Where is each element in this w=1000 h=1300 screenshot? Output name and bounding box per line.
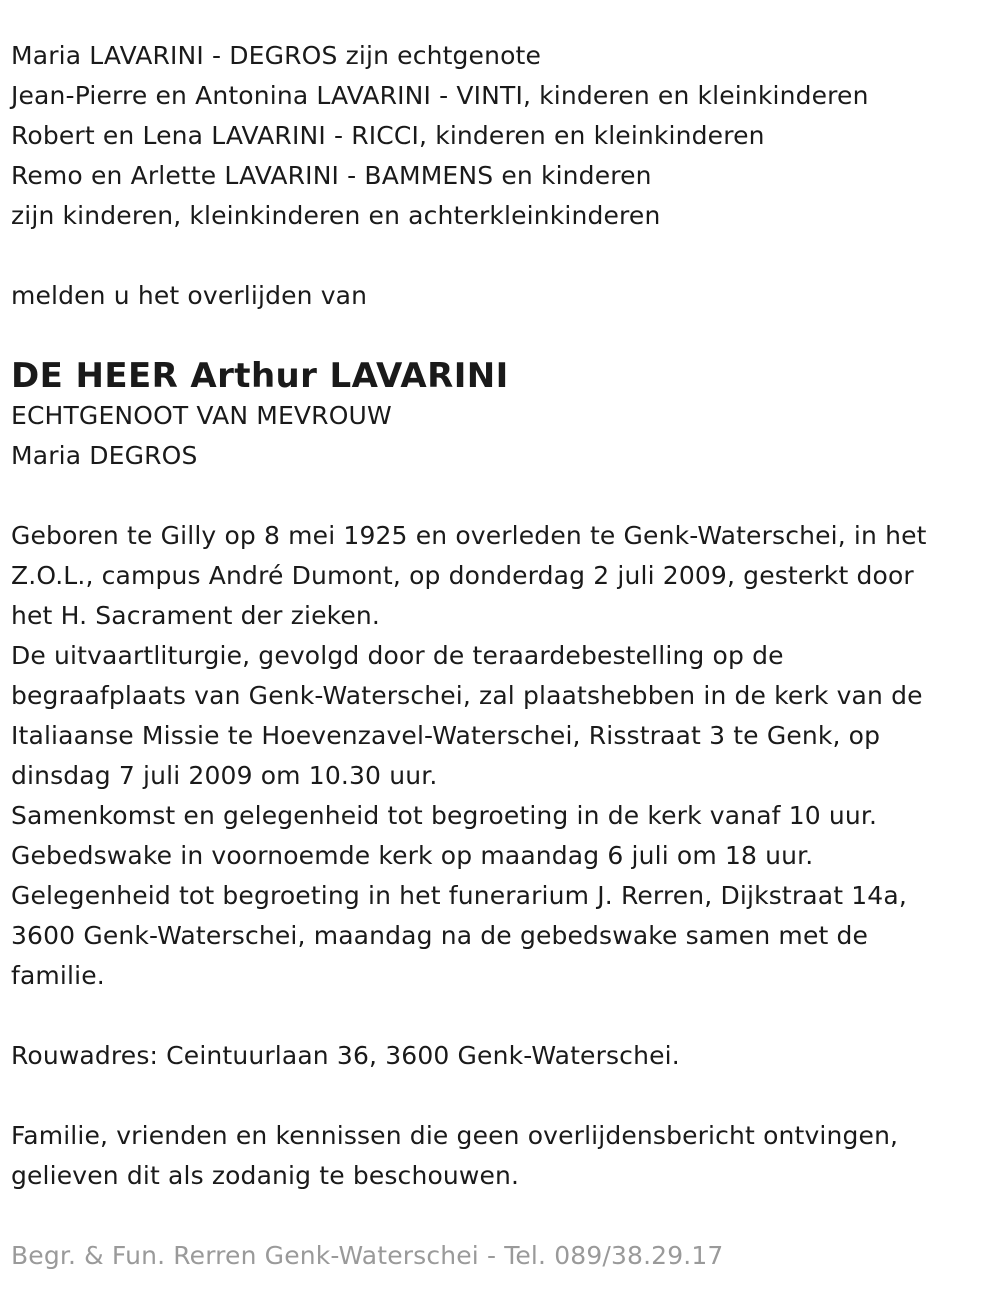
detail-line: Gelegenheid tot begroeting in het funerarium J. Rerren, Dijkstraat 14a, <box>11 881 907 910</box>
detail-line: familie. <box>11 961 105 990</box>
family-line: Remo en Arlette LAVARINI - BAMMENS en kinderen <box>11 161 652 190</box>
spacer <box>11 476 986 516</box>
detail-line: Z.O.L., campus André Dumont, op donderdag 2 juli 2009, gesterkt door <box>11 561 914 590</box>
family-line: Robert en Lena LAVARINI - RICCI, kinderen en kleinkinderen <box>11 121 765 150</box>
spacer <box>11 996 986 1036</box>
notice-block <box>11 1116 986 1196</box>
spouse-title: ECHTGENOOT VAN MEVROUW <box>11 401 392 430</box>
family-list <box>11 36 986 236</box>
detail-line: Gebedswake in voornoemde kerk op maandag 6 juli om 18 uur. <box>11 841 814 870</box>
detail-line: Italiaanse Missie te Hoevenzavel-Waterschei, Risstraat 3 te Genk, op <box>11 721 881 750</box>
family-line: Maria LAVARINI - DEGROS zijn echtgenote <box>11 41 542 70</box>
spouse-name: Maria DEGROS <box>11 441 198 470</box>
family-line: Jean-Pierre en Antonina LAVARINI - VINTI, kinderen en kleinkinderen <box>11 81 869 110</box>
spacer <box>11 316 986 356</box>
detail-line: begraafplaats van Genk-Waterschei, zal plaatshebben in de kerk van de <box>11 681 923 710</box>
notice-line: gelieven dit als zodanig te beschouwen. <box>11 1161 520 1190</box>
spacer <box>11 1076 986 1116</box>
detail-line: 3600 Genk-Waterschei, maandag na de gebedswake samen met de <box>11 921 869 950</box>
family-line: zijn kinderen, kleinkinderen en achterkleinkinderen <box>11 201 661 230</box>
detail-line: De uitvaartliturgie, gevolgd door de teraardebestelling op de <box>11 641 784 670</box>
funeral-home-footer: Begr. & Fun. Rerren Genk-Waterschei - Tel. 089/38.29.17 <box>11 1241 724 1270</box>
detail-line: het H. Sacrament der zieken. <box>11 601 380 630</box>
deceased-name: DE HEER Arthur LAVARINI <box>11 356 509 396</box>
spacer <box>11 236 986 276</box>
funeral-details <box>11 516 986 996</box>
notice-line: Familie, vrienden en kennissen die geen overlijdensbericht ontvingen, <box>11 1121 899 1150</box>
spacer <box>11 1196 986 1236</box>
detail-line: dinsdag 7 juli 2009 om 10.30 uur. <box>11 761 438 790</box>
mourning-address: Rouwadres: Ceintuurlaan 36, 3600 Genk-Waterschei. <box>11 1041 680 1070</box>
detail-line: Geboren te Gilly op 8 mei 1925 en overleden te Genk-Waterschei, in het <box>11 521 927 550</box>
announcement-text: melden u het overlijden van <box>11 281 368 310</box>
detail-line: Samenkomst en gelegenheid tot begroeting in de kerk vanaf 10 uur. <box>11 801 878 830</box>
obituary-notice <box>11 36 986 1276</box>
